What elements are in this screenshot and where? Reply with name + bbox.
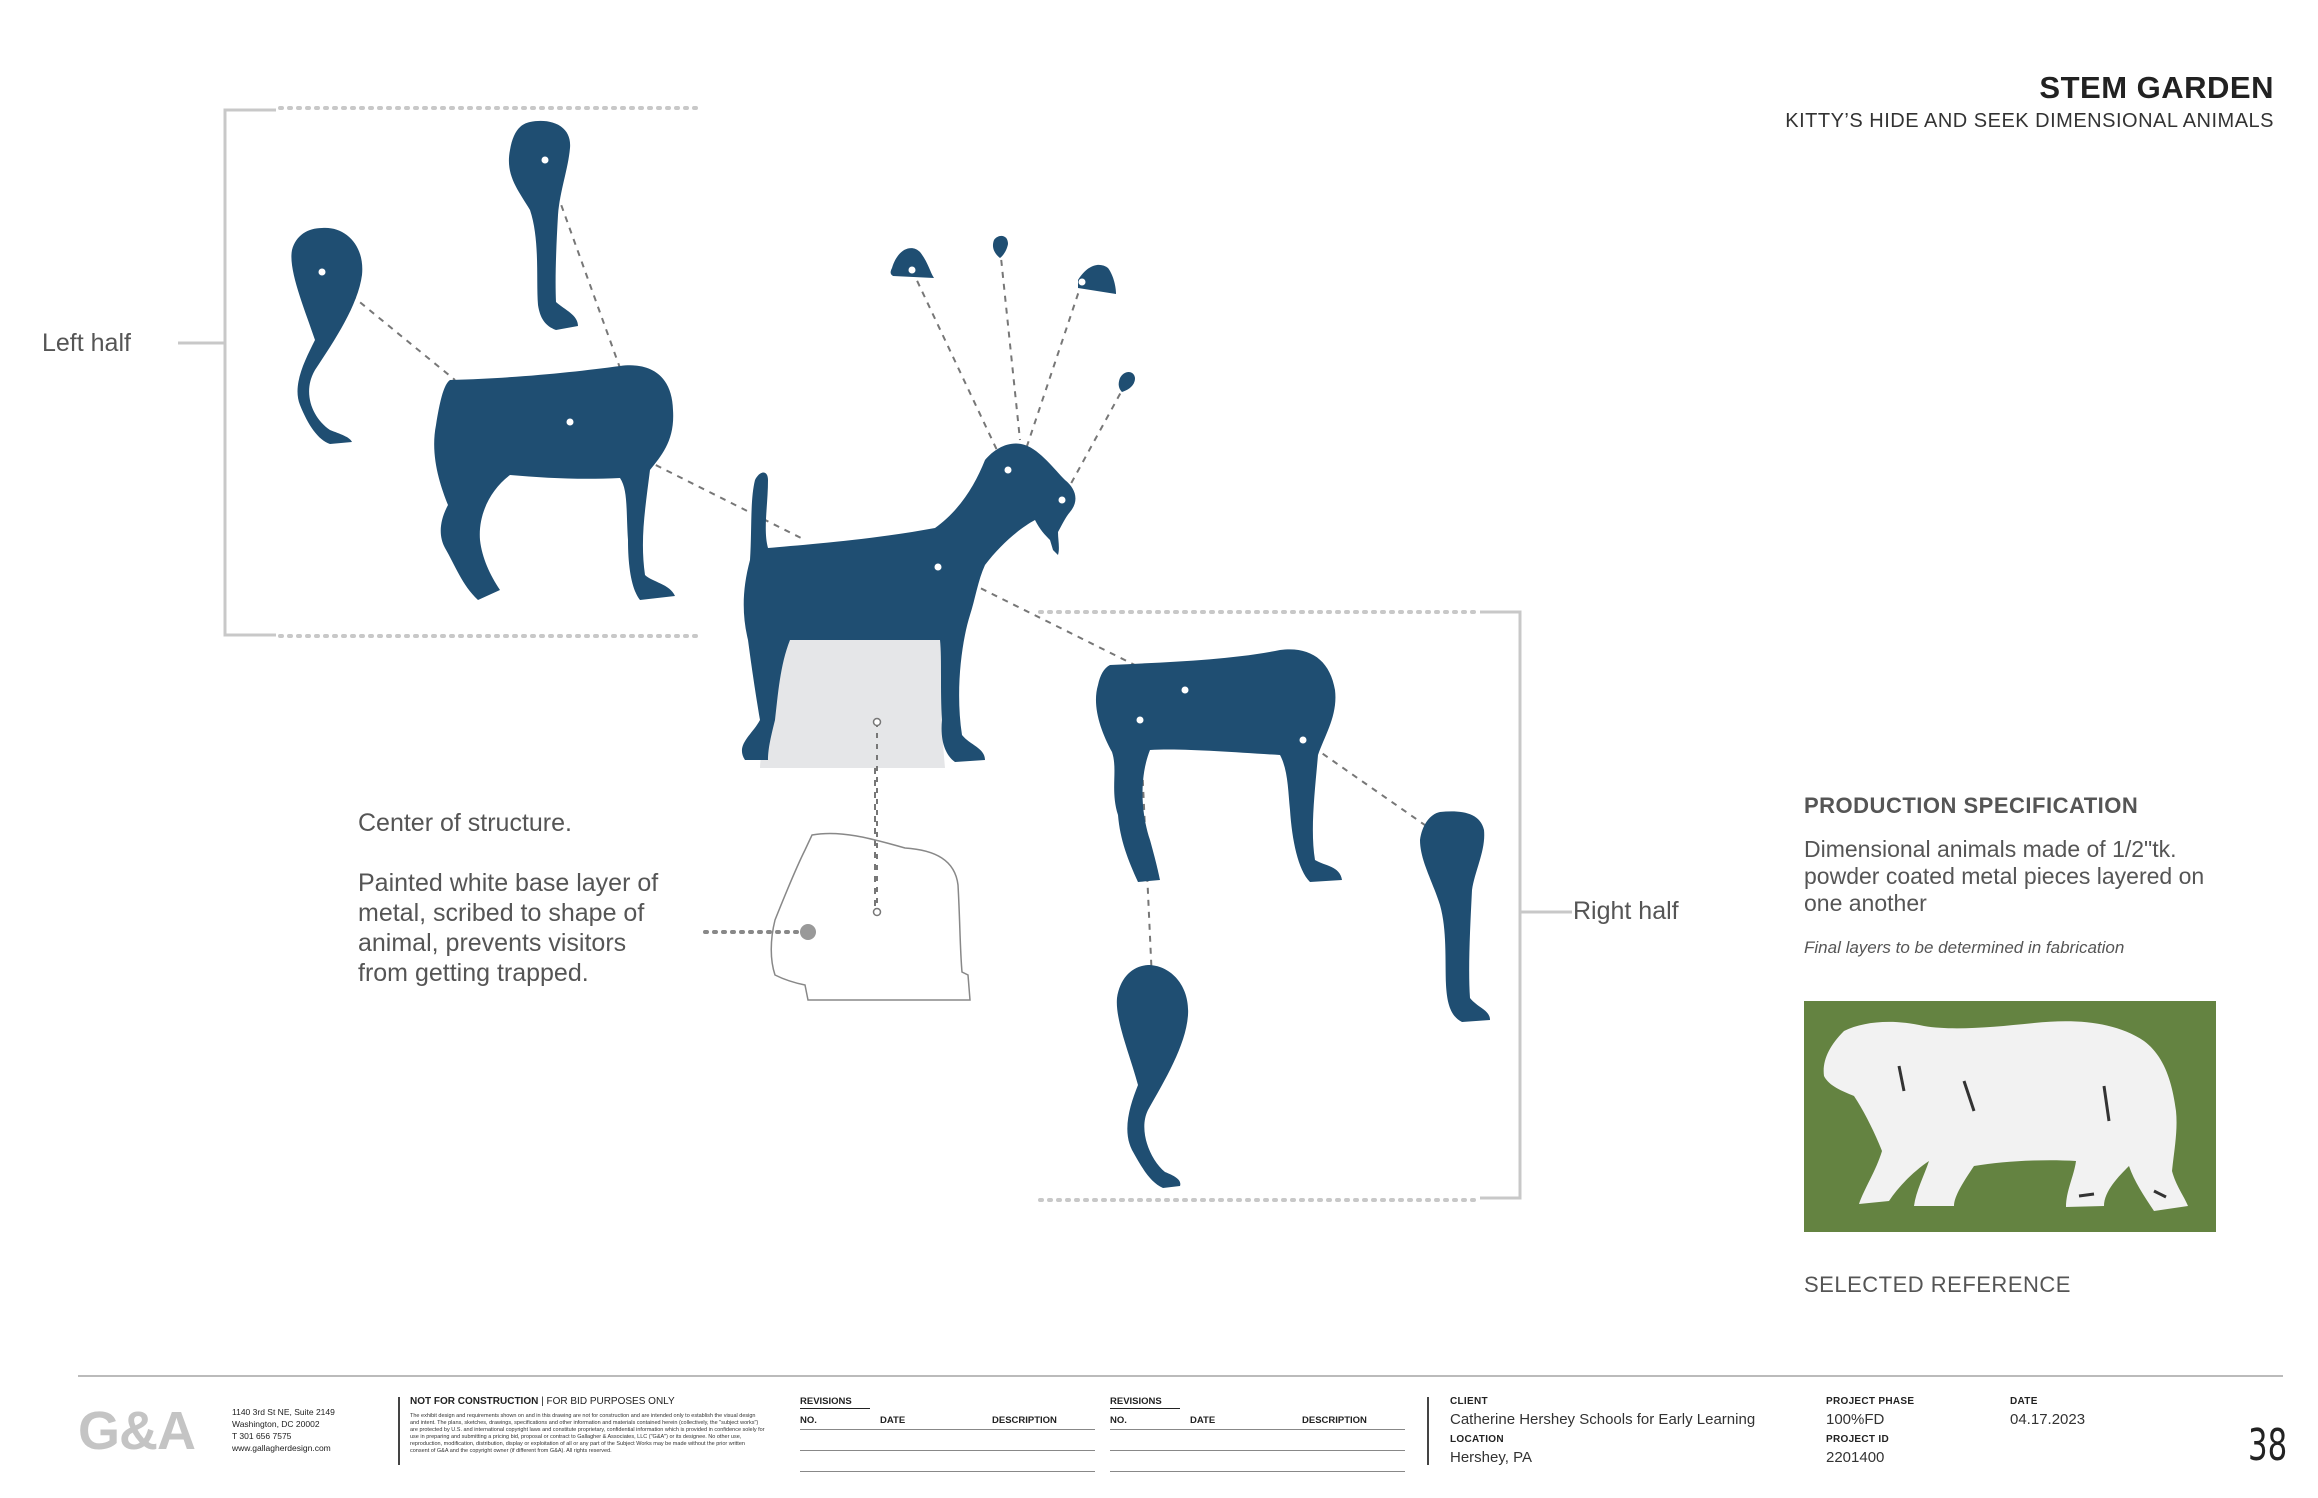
project-id-value: 2201400 [1826, 1449, 1885, 1466]
bid-purposes: | FOR BID PURPOSES ONLY [541, 1396, 675, 1407]
left-front-leg-piece [509, 121, 578, 330]
col-description: DESCRIPTION [992, 1415, 1057, 1426]
left-body-piece [434, 365, 675, 600]
revisions-heading: REVISIONS [1110, 1396, 1162, 1407]
revisions-heading: REVISIONS [800, 1396, 852, 1407]
reference-photo [1804, 1001, 2216, 1232]
col-no: NO. [1110, 1415, 1127, 1426]
col-date: DATE [1190, 1415, 1216, 1426]
client-label: CLIENT [1450, 1396, 1488, 1407]
col-no: NO. [800, 1415, 817, 1426]
right-tail-piece [1117, 965, 1188, 1188]
page-number: 38 [2248, 1420, 2288, 1471]
client-name: Catherine Hershey Schools for Early Learning [1450, 1411, 1756, 1428]
revisions-table-2 [1110, 1396, 1405, 1472]
spec-heading: PRODUCTION SPECIFICATION [1804, 793, 2139, 818]
phase-value: 100%FD [1826, 1411, 1885, 1428]
col-date: DATE [880, 1415, 906, 1426]
date-label: DATE [2010, 1396, 2038, 1407]
address-line: Washington, DC 20002 [232, 1419, 320, 1429]
left-tail-piece [291, 228, 362, 444]
base-layer-note: Painted white base layer of metal, scribed to shape of animal, prevents visitors from getting trapped. [358, 869, 659, 987]
phone-line: T 301 656 7575 [232, 1431, 292, 1441]
ear-piece-left [891, 248, 934, 278]
company-logo: G&A [78, 1401, 195, 1461]
spec-note: Final layers to be determined in fabrication [1804, 938, 2125, 957]
col-description: DESCRIPTION [1302, 1415, 1367, 1426]
address-line: 1140 3rd St NE, Suite 2149 [232, 1407, 335, 1417]
right-body-piece [1096, 649, 1342, 882]
nose-piece [1119, 372, 1135, 392]
date-block [2010, 1396, 2085, 1428]
not-for-construction: NOT FOR CONSTRUCTION [410, 1396, 539, 1407]
spec-body: Dimensional animals made of 1/2"tk. powder coated metal pieces layered on one another [1804, 836, 2205, 916]
ear-piece-tip [993, 236, 1008, 258]
website-line: www.gallagherdesign.com [232, 1443, 331, 1453]
footer-divider [78, 1375, 2283, 1377]
phase-block [1826, 1396, 1914, 1466]
revisions-table-1 [800, 1396, 1095, 1472]
left-half-label: Left half [42, 329, 131, 357]
sheet-subtitle: KITTY’S HIDE AND SEEK DIMENSIONAL ANIMALS [1785, 110, 2274, 132]
right-front-leg-piece [1420, 811, 1490, 1022]
right-half-label: Right half [1573, 897, 1679, 925]
footer-separator [1427, 1397, 1429, 1465]
reference-label: SELECTED REFERENCE [1804, 1272, 2071, 1297]
date-value: 04.17.2023 [2010, 1411, 2086, 1428]
company-address [232, 1406, 335, 1454]
center-structure-note: Center of structure. [358, 809, 572, 837]
project-id-label: PROJECT ID [1826, 1434, 1890, 1445]
sheet-title: STEM GARDEN [2039, 70, 2274, 105]
footer-separator [398, 1397, 400, 1465]
construction-notice [410, 1396, 675, 1407]
client-block [1450, 1396, 1755, 1466]
location-value: Hershey, PA [1450, 1449, 1532, 1466]
legal-disclaimer: The exhibit design and requirements shown on and in this drawing are not for construction and are intended only to establish the visual design and intent. The plans, sketches, drawings, specifications and other information and materials contained herein (collectively, the "subject works") are protected by U.S. and international copyright laws and constitute proprietary, confidential information which is provided in confidence solely for use in preparing and submitting a pricing bid, proposal or contract to Gallagher & Associates, LLC ("G&A") or its designee. No other use, reproduction, modification, distribution, display or exploitation of all or any part of the Subject Works may be made without the prior written consent of G&A and the copyright owner (if different from G&A). All rights reserved. [410, 1413, 765, 1454]
phase-label: PROJECT PHASE [1826, 1396, 1915, 1407]
location-label: LOCATION [1450, 1434, 1504, 1445]
